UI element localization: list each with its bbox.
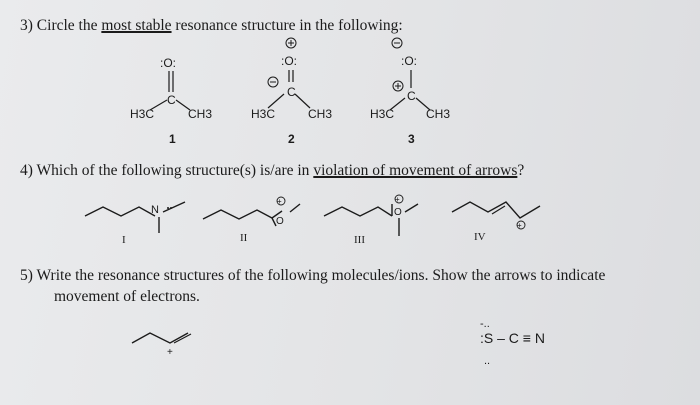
question-3-underlined: most stable <box>101 17 172 34</box>
question-5 <box>20 266 605 286</box>
s3-oxygen: :O: <box>401 54 418 68</box>
question-5-line2: movement of electrons. <box>54 288 200 305</box>
question-3-text-after: resonance structure in the following: <box>171 17 403 34</box>
s1-carbon: C <box>167 93 176 107</box>
svg-text:O: O <box>394 207 402 218</box>
question-4-text-after: ? <box>517 162 525 179</box>
q4-label-I: I <box>122 234 126 246</box>
s1-right-group: CH3 <box>188 107 213 121</box>
q5-structures-svg <box>0 320 700 380</box>
s3-left-group: H3C <box>370 107 395 121</box>
s1-left-group: H3C <box>130 107 155 121</box>
q4-label-IV: IV <box>474 231 486 243</box>
svg-text:+: + <box>395 195 400 204</box>
svg-text:+: + <box>277 197 282 206</box>
question-3-number: 3) <box>20 17 33 34</box>
s2-right-group: CH3 <box>308 107 333 121</box>
svg-text:..: .. <box>484 355 491 367</box>
s2-carbon: C <box>287 85 296 99</box>
q4-structure-III <box>324 195 418 246</box>
s2-bond-right <box>295 94 310 108</box>
question-4-number: 4) <box>20 162 33 179</box>
svg-text:O: O <box>276 216 284 227</box>
structure-3 <box>370 38 450 146</box>
s2-left-group: H3C <box>251 107 276 121</box>
question-4-underlined: violation of movement of arrows <box>313 162 518 179</box>
q4-structures-svg <box>0 188 700 268</box>
s2-number: 2 <box>288 132 295 146</box>
s1-oxygen: :O: <box>160 56 177 70</box>
q3-structures-svg <box>0 30 700 180</box>
q5-allyl-cation <box>132 333 191 358</box>
q4-structure-IV <box>452 202 540 243</box>
s3-carbon: C <box>407 89 416 103</box>
q4-structure-II <box>203 197 300 244</box>
s2-oxygen: :O: <box>281 54 298 68</box>
question-4 <box>20 161 524 181</box>
svg-text:+: + <box>517 221 522 230</box>
q4-label-II: II <box>240 232 248 244</box>
s3-number: 3 <box>408 132 415 146</box>
question-3-text-before: Circle the <box>36 17 102 34</box>
q4-structure-I <box>85 202 185 246</box>
q5-thiocyanate: :S – C ≡ N <box>480 330 545 346</box>
question-4-text-before: Which of the following structure(s) is/are in <box>36 162 314 179</box>
q4-label-III: III <box>354 234 365 246</box>
structure-1 <box>130 56 212 146</box>
svg-text:-..: -.. <box>480 320 490 330</box>
s3-right-group: CH3 <box>426 107 451 121</box>
s1-number: 1 <box>169 132 176 146</box>
question-5-number: 5) <box>20 267 33 284</box>
svg-text:N: N <box>151 204 159 216</box>
question-5-continued <box>54 287 200 307</box>
s2-bond-left <box>268 94 284 108</box>
question-5-line1: Write the resonance structures of the following molecules/ions. Show the arrows to indicate <box>36 267 606 284</box>
structure-2 <box>251 38 332 146</box>
svg-text:+: + <box>167 347 173 358</box>
